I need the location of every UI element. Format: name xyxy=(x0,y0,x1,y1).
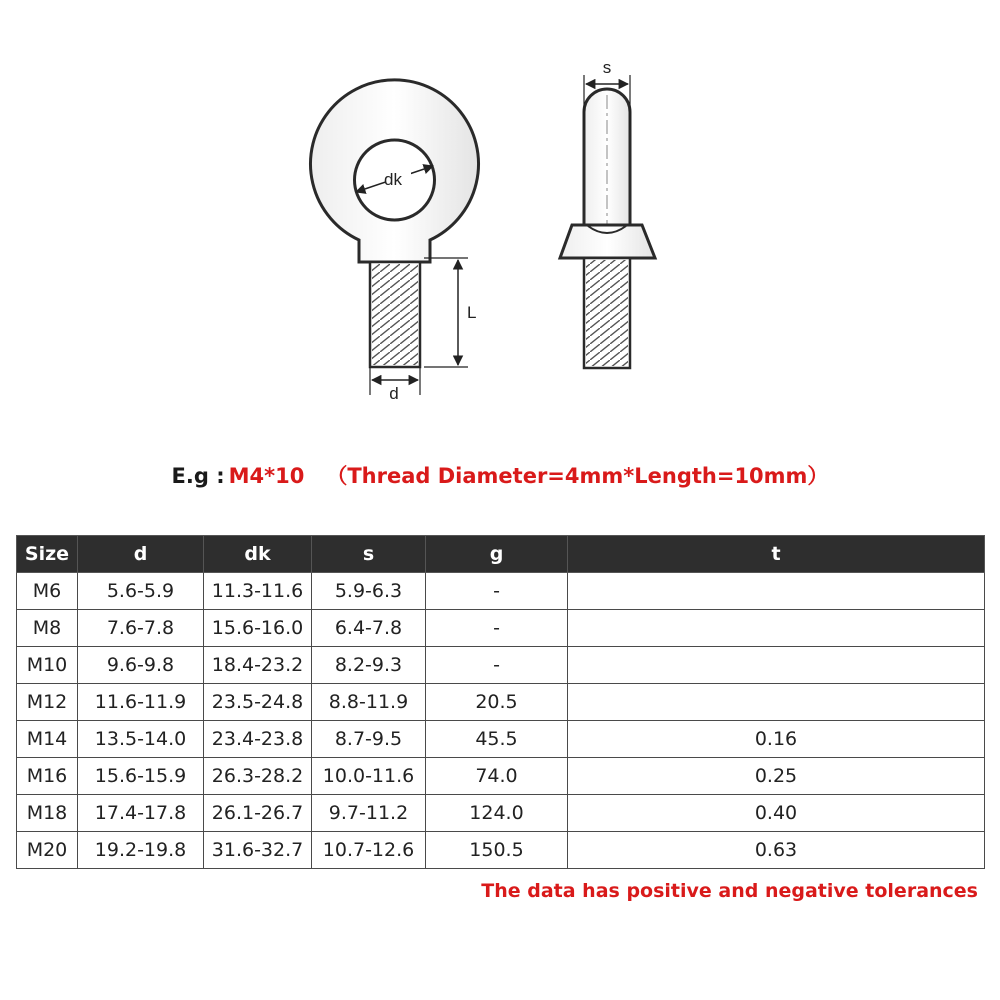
cell-s: 6.4-7.8 xyxy=(312,610,426,647)
cell-dk: 31.6-32.7 xyxy=(204,832,312,869)
example-line xyxy=(0,460,1000,490)
cell-size: M8 xyxy=(17,610,78,647)
cell-size: M14 xyxy=(17,721,78,758)
cell-size: M16 xyxy=(17,758,78,795)
header-t: t xyxy=(568,536,985,573)
table-row xyxy=(17,573,985,610)
front-view xyxy=(311,80,479,403)
cell-g: 74.0 xyxy=(426,758,568,795)
table-row xyxy=(17,647,985,684)
cell-size: M6 xyxy=(17,573,78,610)
cell-dk: 15.6-16.0 xyxy=(204,610,312,647)
cell-dk: 11.3-11.6 xyxy=(204,573,312,610)
header-size: Size xyxy=(17,536,78,573)
header-dk: dk xyxy=(204,536,312,573)
cell-s: 9.7-11.2 xyxy=(312,795,426,832)
example-prefix: E.g : xyxy=(171,464,225,488)
table-row xyxy=(17,610,985,647)
s-label: s xyxy=(602,58,612,77)
table-row xyxy=(17,684,985,721)
cell-d: 11.6-11.9 xyxy=(78,684,204,721)
header-g: g xyxy=(426,536,568,573)
cell-size: M18 xyxy=(17,795,78,832)
cell-size: M10 xyxy=(17,647,78,684)
cell-d: 15.6-15.9 xyxy=(78,758,204,795)
cell-d: 17.4-17.8 xyxy=(78,795,204,832)
cell-g: - xyxy=(426,647,568,684)
header-d: d xyxy=(78,536,204,573)
cell-dk: 26.1-26.7 xyxy=(204,795,312,832)
side-view xyxy=(560,58,655,368)
cell-g: - xyxy=(426,573,568,610)
cell-d: 9.6-9.8 xyxy=(78,647,204,684)
cell-dk: 18.4-23.2 xyxy=(204,647,312,684)
cell-size: M20 xyxy=(17,832,78,869)
header-s: s xyxy=(312,536,426,573)
cell-t xyxy=(568,573,985,610)
table-row xyxy=(17,721,985,758)
d-label: d xyxy=(389,384,399,403)
eye-bolt-diagram xyxy=(0,0,1000,430)
cell-g: 20.5 xyxy=(426,684,568,721)
cell-size: M12 xyxy=(17,684,78,721)
cell-s: 8.2-9.3 xyxy=(312,647,426,684)
table-row xyxy=(17,758,985,795)
L-label: L xyxy=(467,303,477,322)
tolerance-note: The data has positive and negative tolerances xyxy=(481,880,978,902)
cell-dk: 26.3-28.2 xyxy=(204,758,312,795)
cell-s: 10.7-12.6 xyxy=(312,832,426,869)
cell-d: 7.6-7.8 xyxy=(78,610,204,647)
cell-s: 8.7-9.5 xyxy=(312,721,426,758)
cell-g: 150.5 xyxy=(426,832,568,869)
dk-label: dk xyxy=(384,170,402,189)
cell-g: 124.0 xyxy=(426,795,568,832)
table-row xyxy=(17,832,985,869)
cell-d: 5.6-5.9 xyxy=(78,573,204,610)
cell-t xyxy=(568,610,985,647)
cell-s: 10.0-11.6 xyxy=(312,758,426,795)
cell-d: 19.2-19.8 xyxy=(78,832,204,869)
cell-t xyxy=(568,647,985,684)
cell-t: 0.40 xyxy=(568,795,985,832)
example-description: （Thread Diameter=4mm*Length=10mm） xyxy=(326,464,829,488)
cell-t: 0.25 xyxy=(568,758,985,795)
cell-dk: 23.5-24.8 xyxy=(204,684,312,721)
cell-t: 0.16 xyxy=(568,721,985,758)
cell-s: 8.8-11.9 xyxy=(312,684,426,721)
cell-g: 45.5 xyxy=(426,721,568,758)
cell-t xyxy=(568,684,985,721)
table-header-row xyxy=(17,536,985,573)
cell-s: 5.9-6.3 xyxy=(312,573,426,610)
cell-d: 13.5-14.0 xyxy=(78,721,204,758)
example-code: M4*10 xyxy=(228,464,305,488)
cell-dk: 23.4-23.8 xyxy=(204,721,312,758)
cell-t: 0.63 xyxy=(568,832,985,869)
table-row xyxy=(17,795,985,832)
spec-table xyxy=(16,535,985,869)
cell-g: - xyxy=(426,610,568,647)
